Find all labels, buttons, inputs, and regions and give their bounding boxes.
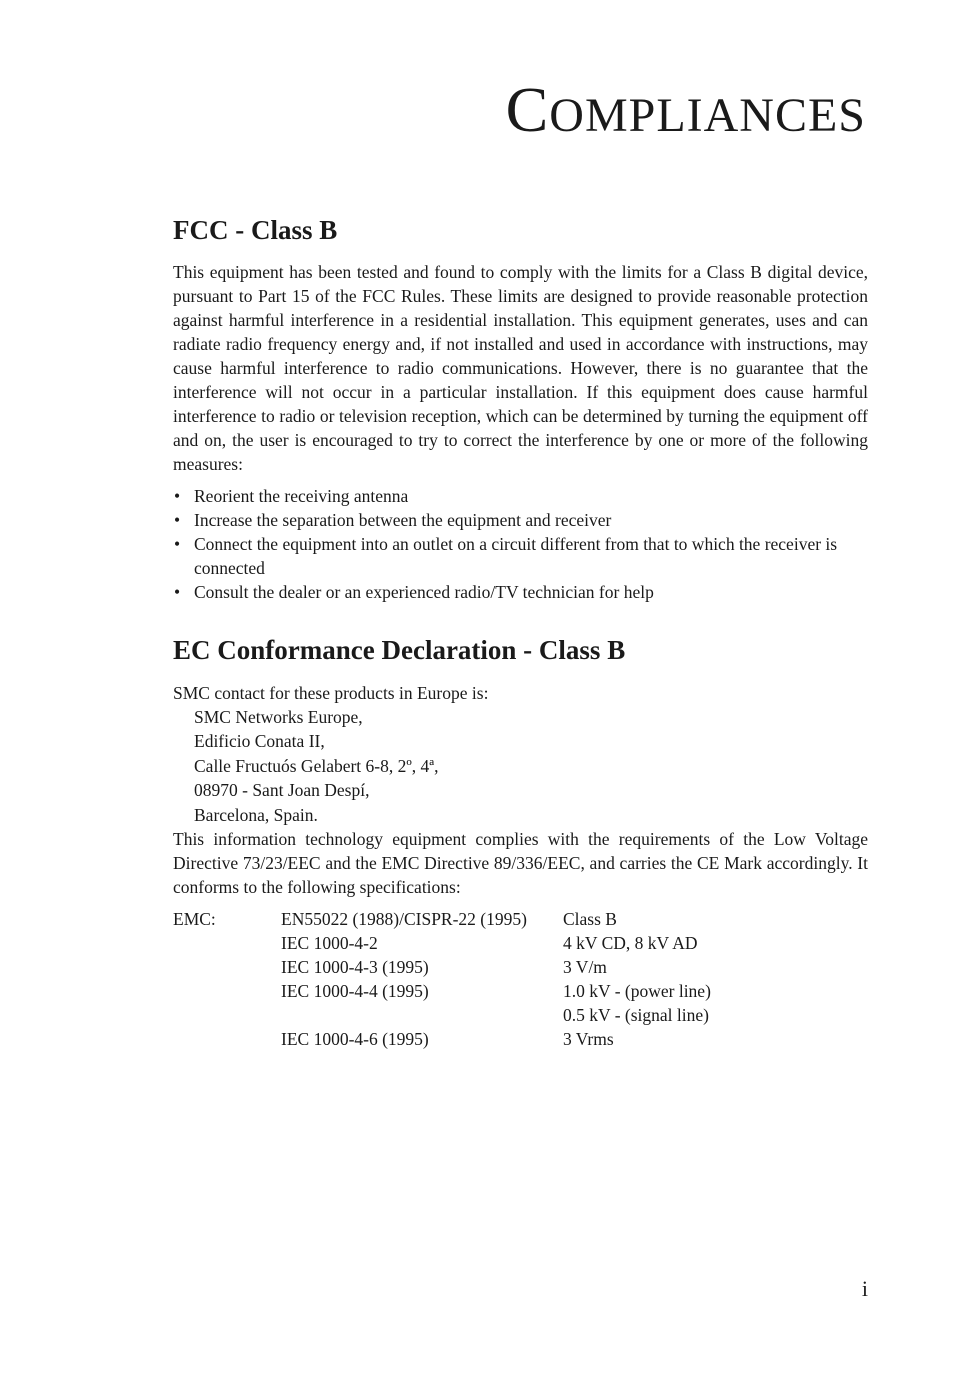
spec-value: 3 Vrms — [563, 1029, 614, 1050]
list-item — [173, 508, 868, 532]
table-row — [173, 1003, 711, 1027]
fcc-measures-list — [173, 484, 868, 604]
bullet-icon: • — [174, 582, 181, 603]
measure-text: Consult the dealer or an experienced radio/TV technician for help — [194, 582, 654, 603]
table-row — [173, 1027, 711, 1051]
table-row — [173, 955, 711, 979]
table-row — [173, 979, 711, 1003]
address-line: Calle Fructuós Gelabert 6-8, 2º, 4ª, — [194, 755, 439, 776]
spec-value: Class B — [563, 909, 617, 930]
measure-text: Increase the separation between the equipment and receiver — [194, 510, 612, 531]
spec-category — [173, 1003, 281, 1027]
page-title — [505, 74, 866, 145]
fcc-body-paragraph: This equipment has been tested and found to comply with the limits for a Class B digital device, pursuant to Part 15 of the FCC Rules. These limits are designed to provide reasonable protection against harmful interference in a residential installation. This equipment generates, uses and can radiate radio frequency energy and, if not installed and used in accordance with instructions, may cause harmful interference to radio communications. However, there is no guarantee that the interference will not occur in a particular installation. If this equipment does cause harmful interference to radio or television reception, which can be determined by turning the equipment off and on, the user is encouraged to try to correct the interference by one or more of the following measures: — [173, 262, 868, 475]
measure-text: Connect the equipment into an outlet on a circuit different from that to which the receiver is connected — [194, 534, 838, 579]
spec-value: 0.5 kV - (signal line) — [563, 1005, 709, 1026]
address-line: SMC Networks Europe, — [194, 706, 363, 727]
ec-contact-intro: SMC contact for these products in Europe is: — [173, 682, 489, 703]
spec-table — [173, 907, 711, 1051]
fcc-section — [173, 214, 868, 604]
address-line: Barcelona, Spain. — [194, 804, 318, 825]
spec-category — [173, 1027, 281, 1051]
list-item — [173, 484, 868, 508]
page-title-rest: OMPLIANCES — [549, 89, 866, 142]
list-item — [173, 580, 868, 604]
bullet-icon: • — [174, 486, 181, 507]
bullet-icon: • — [174, 534, 181, 555]
table-row — [173, 907, 711, 931]
ec-compliance-paragraph: This information technology equipment complies with the requirements of the Low Voltage Directive 73/23/EEC and the EMC Directive 89/336/EEC, and carries the CE Mark accordingly. It conforms to the following specifications: — [173, 829, 868, 898]
page-number: i — [861, 1276, 868, 1301]
spec-standard: IEC 1000-4-2 — [281, 933, 378, 954]
ec-address-block — [173, 705, 868, 828]
spec-category — [173, 979, 281, 1003]
fcc-heading: FCC - Class B — [173, 215, 338, 245]
spec-standard: IEC 1000-4-3 (1995) — [281, 957, 429, 978]
spec-standard: EN55022 (1988)/CISPR-22 (1995) — [281, 909, 527, 930]
spec-category: EMC: — [173, 909, 216, 930]
spec-category — [173, 931, 281, 955]
page-content — [173, 214, 868, 1051]
measure-text: Reorient the receiving antenna — [194, 486, 409, 507]
spec-standard — [281, 1003, 563, 1027]
list-item — [173, 532, 868, 580]
spec-value: 3 V/m — [563, 957, 607, 978]
page-title-initial: C — [505, 74, 550, 145]
address-line: Edificio Conata II, — [194, 731, 325, 752]
spec-category — [173, 955, 281, 979]
spec-standard: IEC 1000-4-6 (1995) — [281, 1029, 429, 1050]
spec-standard: IEC 1000-4-4 (1995) — [281, 981, 429, 1002]
spec-value: 4 kV CD, 8 kV AD — [563, 933, 698, 954]
spec-value: 1.0 kV - (power line) — [563, 981, 711, 1002]
address-line: 08970 - Sant Joan Despí, — [194, 780, 370, 801]
ec-heading: EC Conformance Declaration - Class B — [173, 635, 626, 666]
table-row — [173, 931, 711, 955]
bullet-icon: • — [174, 510, 181, 531]
ec-section — [173, 634, 868, 1051]
